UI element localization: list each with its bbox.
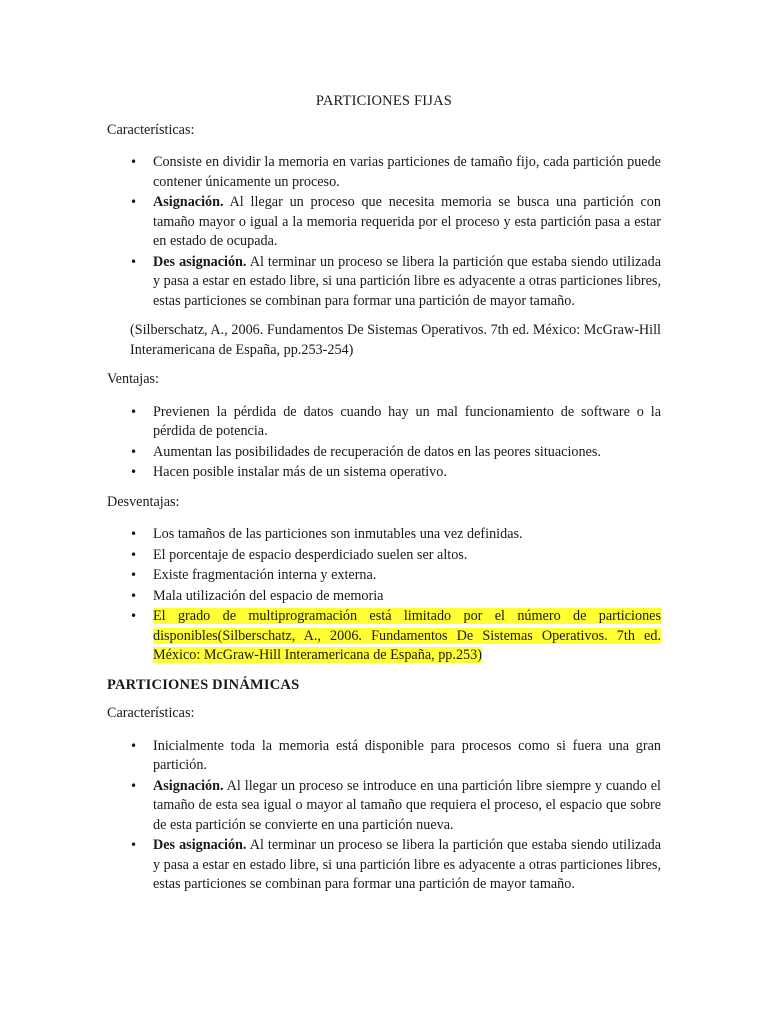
bullet-icon: • [130,527,138,541]
citation-paragraph: (Silberschatz, A., 2006. Fundamentos De Sistemas Operativos. 7th ed. México: McGraw-Hill Interamericana de España, pp.253-254) [130,322,661,358]
bullet-icon: • [130,444,138,459]
list-item-text: Existe fragmentación interna y externa. [153,567,377,583]
list-item-bold-term: Asignación. [153,194,224,210]
bullet-icon: • [130,195,138,209]
list-item [107,253,661,312]
caracteristicas-label: Características: [107,121,195,138]
list-item-text: Al llegar un proceso se introduce en una partición libre siempre y cuando el tamaño de esta sea igual o mayor al tamaño que requiera el proceso, el espacio que sobre de esta partición se convierte en una partición nueva. [153,777,661,833]
highlighted-text: El grado de multiprogramación está limitado por el número de particiones disponibles(Silberschatz, A., 2006. Fundamentos De Sistemas Operativos. 7th ed. México: McGraw-Hill Interamericana de España, pp.253) [153,608,661,663]
caracteristicas-list [107,153,661,311]
list-item-text: Al terminar un proceso se libera la partición que estaba siendo utilizada y pasa a estar en estado libre, si una partición libre es adyacente a otras particiones libres, estas particiones se combinan para formar una partición de mayor tamaño. [153,253,661,309]
list-item-text: Al terminar un proceso se libera la partición que estaba siendo utilizada y pasa a estar en estado libre, si una partición libre es adyacente a otras particiones libres, estas particiones se combinan para formar una partición de mayor tamaño. [153,837,661,892]
section-title-particiones-fijas: PARTICIONES FIJAS [315,93,453,109]
list-item-highlighted [107,607,661,666]
caracteristicas-label: Características: [107,705,195,721]
list-item-text: Al llegar un proceso que necesita memoria se busca una partición con tamaño mayor o igual a la memoria requerida por el proceso y esta partición pasa a estar en estado de ocupada. [153,194,661,249]
list-item-text: Inicialmente toda la memoria está disponible para procesos como si fuera una gran partición. [153,737,661,773]
list-item-bold-term: Des asignación. [153,253,247,270]
list-item [107,403,661,442]
list-item [107,546,661,566]
list-item [107,836,661,895]
list-item-bold-term: Asignación. [153,777,224,794]
list-item [107,777,661,836]
list-item-bold-term: Des asignación. [153,837,247,853]
bullet-icon: • [130,568,138,582]
bullet-icon: • [130,155,138,169]
list-item-text: Previenen la pérdida de datos cuando hay un mal funcionamiento de software o la pérdida de potencia. [153,403,661,439]
bullet-icon: • [130,588,138,603]
bullet-icon: • [130,738,138,753]
ventajas-list [107,403,661,483]
list-item-text: Mala utilización del espacio de memoria [153,587,384,604]
list-item [107,566,661,586]
list-item-text: El porcentaje de espacio desperdiciado suelen ser altos. [153,546,468,563]
list-item [107,737,661,776]
list-item-text: Consiste en dividir la memoria en varias particiones de tamaño fijo, cada partición puede contener únicamente un proceso. [153,154,661,190]
list-item [107,525,661,545]
bullet-icon: • [130,254,138,269]
list-item [107,443,661,463]
desventajas-label: Desventajas: [107,493,180,510]
bullet-icon: • [130,778,138,793]
list-item-text: Hacen posible instalar más de un sistema operativo. [153,464,447,480]
bullet-icon: • [130,838,138,852]
section-title-particiones-dinamicas: PARTICIONES DINÁMICAS [107,676,300,693]
list-item [107,587,661,607]
list-item-text: Aumentan las posibilidades de recuperación de datos en las peores situaciones. [153,443,601,460]
caracteristicas-list [107,737,661,895]
bullet-icon: • [130,609,138,623]
list-item [107,463,661,483]
bullet-icon: • [130,404,138,419]
bullet-icon: • [130,465,138,479]
bullet-icon: • [130,547,138,562]
list-item-text: Los tamaños de las particiones son inmutables una vez definidas. [153,526,523,542]
desventajas-list [107,525,661,666]
ventajas-label: Ventajas: [107,371,160,387]
list-item [107,153,661,192]
list-item [107,193,661,252]
